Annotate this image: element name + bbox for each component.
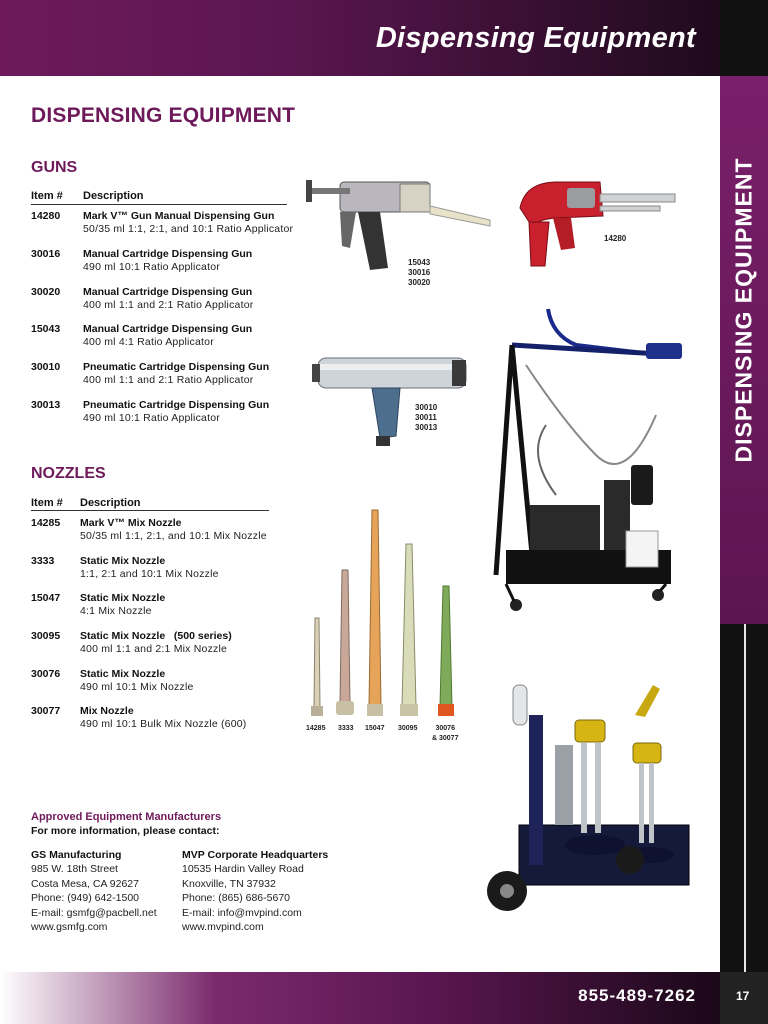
item-number: 30077 xyxy=(31,705,61,717)
item-name: Static Mix Nozzle xyxy=(80,668,166,680)
item-name: Mix Nozzle xyxy=(80,705,134,717)
item-number: 30020 xyxy=(31,286,61,298)
item-description: 400 ml 1:1 and 2:1 Ratio Applicator xyxy=(83,374,254,386)
address-line: Costa Mesa, CA 92627 xyxy=(31,877,139,890)
phone-line: Phone: (865) 686-5670 xyxy=(182,892,290,905)
image-label-line: 30016 xyxy=(408,268,431,277)
nozzle-label-30095: 30095 xyxy=(398,725,418,732)
nozzle-label-3333: 3333 xyxy=(338,725,354,732)
item-description: 400 ml 1:1 and 2:1 Mix Nozzle xyxy=(80,643,228,655)
item-description: 50/35 ml 1:1, 2:1, and 10:1 Ratio Applicator xyxy=(83,223,294,235)
item-description: 490 ml 10:1 Bulk Mix Nozzle (600) xyxy=(80,718,247,730)
manufacturer-name: GS Manufacturing xyxy=(31,849,122,861)
item-description: 4:1 Mix Nozzle xyxy=(80,605,152,617)
item-name: Static Mix Nozzle xyxy=(80,555,166,567)
item-name: Pneumatic Cartridge Dispensing Gun xyxy=(83,399,270,411)
mark-v-gun-image xyxy=(515,178,680,273)
side-corner-block xyxy=(720,0,768,76)
image-label: 14280 xyxy=(604,234,627,243)
item-name: Mark V™ Gun Manual Dispensing Gun xyxy=(83,210,275,222)
image-label-line: 15043 xyxy=(408,258,431,267)
nozzles-col-item: Item # xyxy=(31,497,63,509)
item-name: Manual Cartridge Dispensing Gun xyxy=(83,323,253,335)
address-line: 10535 Hardin Valley Road xyxy=(182,863,304,876)
manufacturer-gs xyxy=(31,848,157,934)
image-label-line: 30010 xyxy=(415,403,438,412)
item-description: 1:1, 2:1 and 10:1 Mix Nozzle xyxy=(80,568,219,580)
item-description: 490 ml 10:1 Mix Nozzle xyxy=(80,681,194,693)
item-description: 490 ml 10:1 Ratio Applicator xyxy=(83,412,220,424)
address-line: 985 W. 18th Street xyxy=(31,863,118,876)
pneumatic-gun-image xyxy=(312,350,472,450)
website-link[interactable]: www.mvpind.com xyxy=(182,921,264,934)
item-number: 15047 xyxy=(31,592,61,604)
item-number: 15043 xyxy=(31,323,61,335)
manufacturers-subheading: For more information, please contact: xyxy=(31,825,220,837)
nozzle-label-15047: 15047 xyxy=(365,725,385,732)
header-band xyxy=(0,0,720,76)
nozzle-3333 xyxy=(336,570,354,715)
image-label xyxy=(415,403,437,433)
item-description: 50/35 ml 1:1, 2:1, and 10:1 Mix Nozzle xyxy=(80,530,267,542)
nozzle-14285 xyxy=(311,618,323,716)
item-name: Pneumatic Cartridge Dispensing Gun xyxy=(83,361,270,373)
guns-col-desc: Description xyxy=(83,190,144,202)
page-number-box xyxy=(720,972,768,1024)
image-label-line: 30076 xyxy=(435,725,455,732)
side-dark-strip xyxy=(720,624,768,972)
email-link[interactable]: E-mail: gsmfg@pacbell.net xyxy=(31,906,157,919)
item-number: 30010 xyxy=(31,361,61,373)
item-number: 30013 xyxy=(31,399,61,411)
manufacturer-mvp xyxy=(182,848,328,934)
item-number: 14280 xyxy=(31,210,61,222)
page-heading: DISPENSING EQUIPMENT xyxy=(31,104,296,127)
manufacturer-name: MVP Corporate Headquarters xyxy=(182,849,329,861)
item-number: 30095 xyxy=(31,630,61,642)
item-name: Manual Cartridge Dispensing Gun xyxy=(83,248,253,260)
guns-heading: GUNS xyxy=(31,159,78,176)
item-number: 30016 xyxy=(31,248,61,260)
item-name: Static Mix Nozzle (500 series) xyxy=(80,630,232,642)
nozzle-30076 xyxy=(438,586,454,716)
mix-nozzles-image xyxy=(305,508,465,723)
side-tab-label: DISPENSING EQUIPMENT xyxy=(730,157,757,463)
footer-band xyxy=(0,972,720,1024)
page-number: 17 xyxy=(736,989,750,1003)
item-number: 30076 xyxy=(31,668,61,680)
item-number: 3333 xyxy=(31,555,55,567)
nozzles-header-rule xyxy=(31,510,269,511)
header-title: Dispensing Equipment xyxy=(375,22,696,54)
pump-cart-image xyxy=(485,655,700,940)
manufacturers-heading: Approved Equipment Manufacturers xyxy=(31,811,222,823)
image-label-line: 30020 xyxy=(408,278,431,287)
item-name: Static Mix Nozzle xyxy=(80,592,166,604)
item-description: 490 ml 10:1 Ratio Applicator xyxy=(83,261,220,273)
manual-cartridge-gun-image xyxy=(300,170,500,280)
image-label xyxy=(408,258,430,288)
website-link[interactable]: www.gsmfg.com xyxy=(31,921,108,934)
nozzle-30095 xyxy=(400,544,418,716)
image-label-line: 30013 xyxy=(415,423,438,432)
item-name: Mark V™ Mix Nozzle xyxy=(80,517,182,529)
guns-header-rule xyxy=(31,204,287,205)
dispensing-cart-image xyxy=(486,305,691,620)
item-name: Manual Cartridge Dispensing Gun xyxy=(83,286,253,298)
email-link[interactable]: E-mail: info@mvpind.com xyxy=(182,906,302,919)
guns-col-item: Item # xyxy=(31,190,63,202)
item-description: 400 ml 4:1 Ratio Applicator xyxy=(83,336,214,348)
image-label-line: & 30077 xyxy=(432,735,459,742)
item-number: 14285 xyxy=(31,517,61,529)
nozzles-col-desc: Description xyxy=(80,497,141,509)
item-description: 400 ml 1:1 and 2:1 Ratio Applicator xyxy=(83,299,254,311)
image-label-line: 30011 xyxy=(415,413,437,422)
nozzle-label-14285: 14285 xyxy=(306,725,326,732)
phone-line: Phone: (949) 642-1500 xyxy=(31,892,139,905)
footer-phone[interactable]: 855-489-7262 xyxy=(578,986,696,1005)
nozzle-label-30076 xyxy=(432,724,458,744)
address-line: Knoxville, TN 37932 xyxy=(182,877,276,890)
nozzles-heading: NOZZLES xyxy=(31,465,106,482)
nozzle-15047 xyxy=(367,510,383,716)
